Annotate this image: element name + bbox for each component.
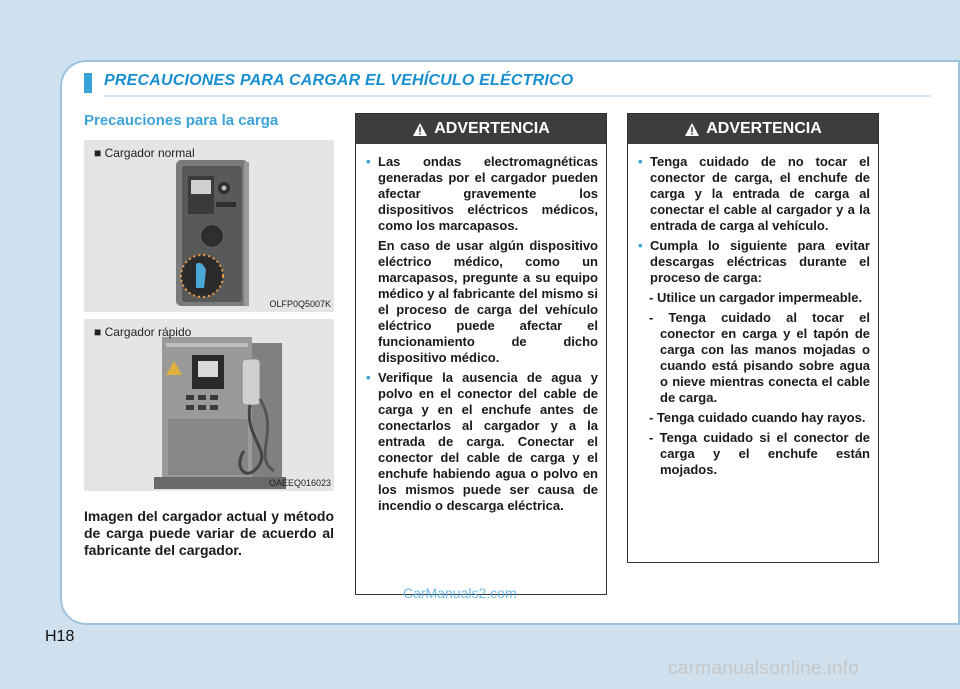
figure-code: OAEEQ016023	[268, 478, 331, 488]
warning-header	[628, 114, 878, 144]
bullet-dot-icon: •	[366, 370, 371, 385]
section-title: Precauciones para la carga	[84, 112, 279, 129]
figure-code: OLFP0Q5007K	[269, 299, 331, 309]
warning-bullet-extra: En caso de usar algún dispositivo eléctrico médico, como un marcapasos, pregunte a su equipo médico y al fabricante del mismo si el proceso de carga del vehículo eléctrico puede afectar el funcionamiento de dicho dispositivo médico.	[378, 238, 598, 365]
warning-sub-item: - Tenga cuidado si el conector de carga y el enchufe están mojados.	[649, 430, 870, 477]
figure-caption: ■ Cargador normal	[94, 146, 195, 160]
warning-bullet: • Cumpla lo siguiente para evitar descargas eléctricas durante el proceso de carga:	[638, 238, 870, 285]
figure-caption: ■ Cargador rápido	[94, 325, 192, 339]
bullet-dot-icon: •	[366, 154, 371, 169]
header-accent-bar	[84, 73, 92, 93]
bullet-dot-icon: •	[638, 154, 643, 169]
warning-bullet: • Verifique la ausencia de agua y polvo en el conector del cable de carga y en el enchufe antes de conectarlos al cargador y a la entrada de carga. Conectar el conector del cable de carga y el enchufe habiendo agua o polvo en los mismos puede ser causa de incendio o descarga eléctrica.	[366, 370, 598, 513]
warning-heading: ADVERTENCIA	[706, 120, 822, 137]
warning-sub-item: - Utilice un cargador impermeable.	[649, 290, 863, 305]
warning-bullet: • Tenga cuidado de no tocar el conector de carga, el enchufe de carga y la entrada de carga al conectar el cable al cargador y a la entrada de carga al vehículo.	[638, 154, 870, 233]
header-underline	[104, 95, 930, 97]
warning-header	[356, 114, 606, 144]
warning-sub-item: - Tenga cuidado al tocar el conector en carga y el tapón de carga con las manos mojadas o cuando está pisando sobre agua o nieve mientras conecta el cable de carga.	[649, 310, 870, 405]
watermark-site: carmanualsonline.info	[668, 658, 860, 679]
watermark-link[interactable]: CarManuals2.com	[403, 585, 517, 601]
warning-triangle-icon	[412, 122, 428, 137]
fast-charger-illustration	[84, 319, 334, 491]
warning-box-2	[627, 113, 879, 563]
header-title: PRECAUCIONES PARA CARGAR EL VEHÍCULO ELÉCTRICO	[104, 72, 574, 89]
page-header	[84, 70, 960, 94]
warning-triangle-icon	[684, 122, 700, 137]
page-number: H18	[45, 628, 75, 645]
warning-box-1	[355, 113, 607, 595]
left-note-paragraph: Imagen del cargador actual y método de carga puede variar de acuerdo al fabricante del cargador.	[84, 508, 334, 558]
warning-bullet: • Las ondas electromagnéticas generadas por el cargador pueden afectar gravemente los dispositivos eléctricos médicos, como los marcapasos.	[366, 154, 598, 233]
normal-charger-figure	[84, 140, 334, 312]
normal-charger-illustration	[84, 140, 334, 312]
warning-sub-item: - Tenga cuidado cuando hay rayos.	[649, 410, 866, 425]
bullet-dot-icon: •	[638, 238, 643, 253]
fast-charger-figure	[84, 319, 334, 491]
warning-heading: ADVERTENCIA	[434, 120, 550, 137]
